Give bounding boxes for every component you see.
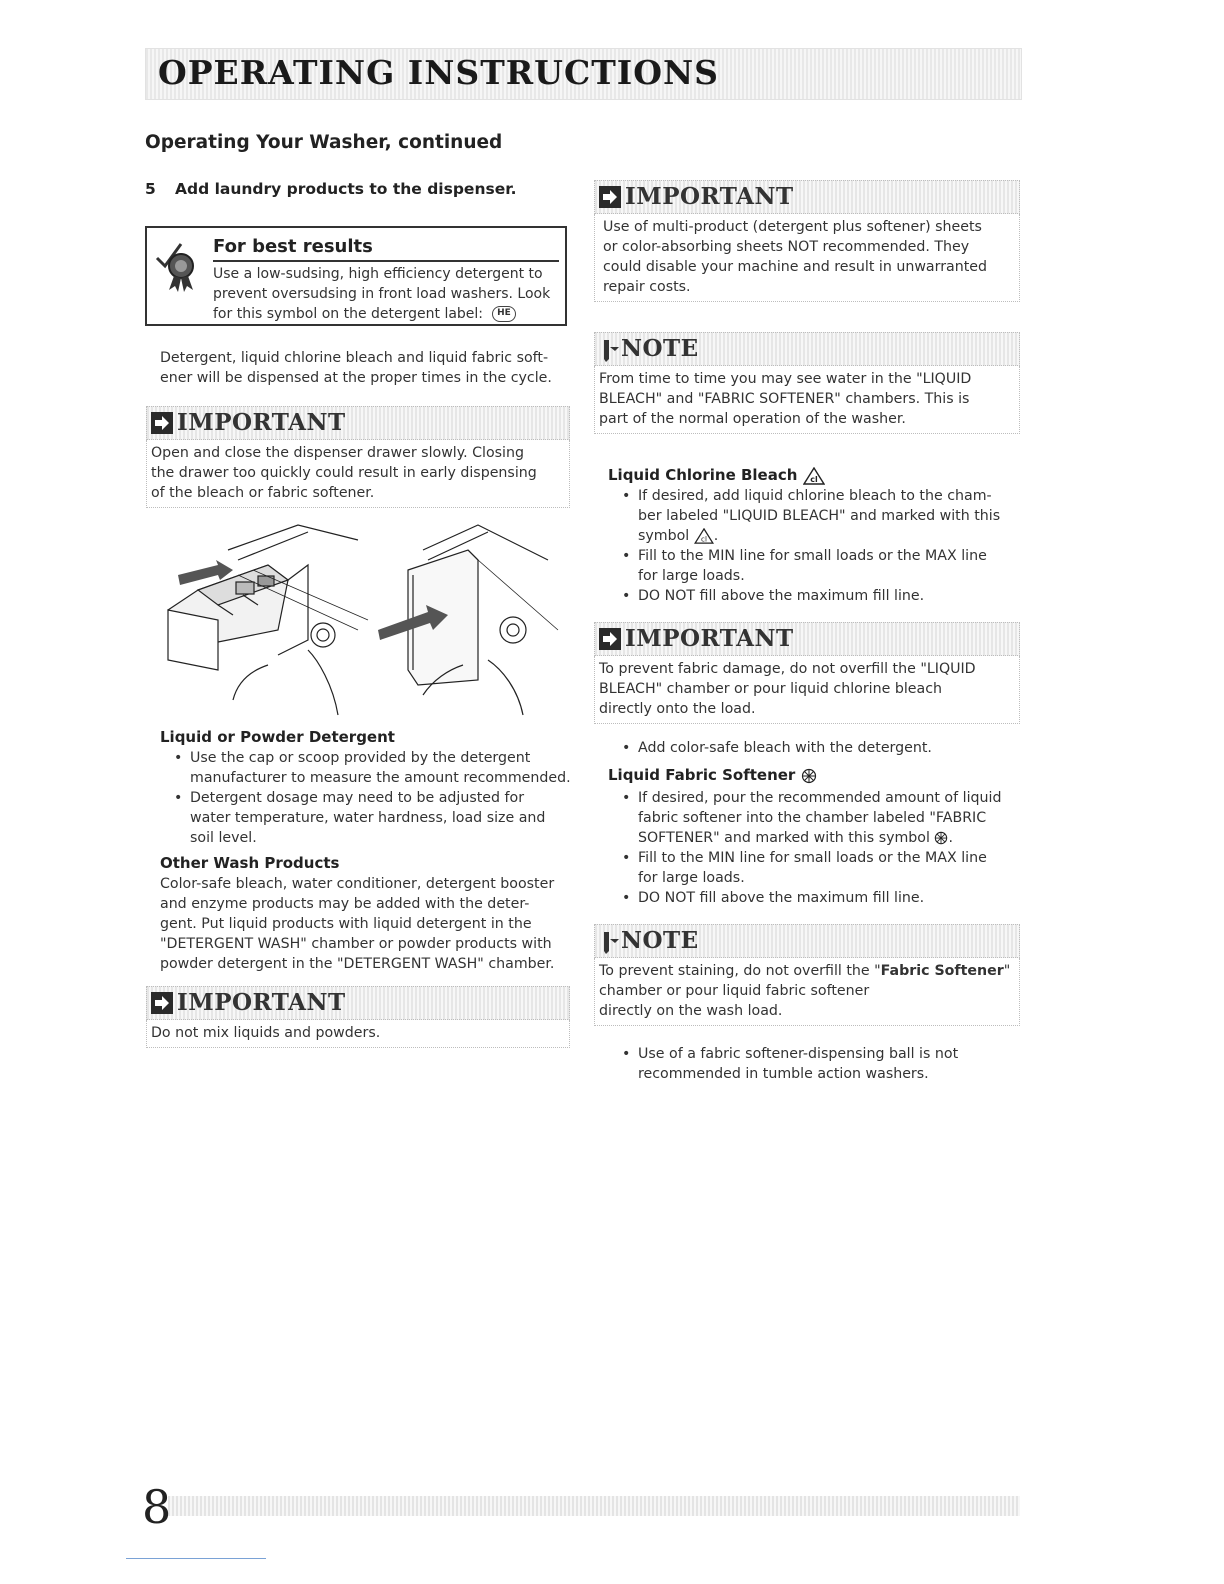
important-body: Do not mix liquids and powders. <box>146 1020 570 1048</box>
note-header: NOTE <box>594 332 1020 366</box>
note-body: From time to time you may see water in the "LIQUID BLEACH" and "FABRIC SOFTENER" chambers. This is part of the normal operation of the washer. <box>594 366 1020 434</box>
page-number: 8 <box>142 1480 172 1534</box>
important-header: IMPORTANT <box>594 622 1020 656</box>
list-item: • If desired, pour the recommended amount of liquid fabric softener into the chamber labeled "FABRIC SOFTENER" and marked with this symbol . <box>608 788 1028 848</box>
other-wash-title: Other Wash Products <box>160 854 340 872</box>
section-title: Operating Your Washer, continued <box>145 132 503 153</box>
step-heading <box>145 180 517 198</box>
note-header: NOTE <box>594 924 1020 958</box>
list-item: • Detergent dosage may need to be adjusted for water temperature, water hardness, load size and soil level. <box>160 788 580 848</box>
important-box-overfill <box>594 622 1020 724</box>
pencil-note-icon <box>601 929 621 955</box>
important-box-mix <box>146 986 570 1048</box>
best-results-box <box>145 226 567 326</box>
color-safe-list <box>608 738 1028 758</box>
list-item: • Add color-safe bleach with the detergent. <box>608 738 1028 758</box>
other-wash-text: Color-safe bleach, water conditioner, detergent booster and enzyme products may be added with the deter- gent. Put liquid products with liquid detergent in the "DETERGENT WASH" chamber or powder products with powder detergent in the "DETERGENT WASH" chamber. <box>160 876 555 972</box>
footer-bar <box>168 1496 1020 1516</box>
page-title: OPERATING INSTRUCTIONS <box>158 53 719 92</box>
step-number: 5 <box>145 180 156 198</box>
liquid-powder-title: Liquid or Powder Detergent <box>160 728 395 746</box>
liquid-softener-list <box>608 788 1028 908</box>
pencil-note-icon <box>601 337 621 363</box>
svg-text:cl: cl <box>700 534 707 544</box>
list-item: • If desired, add liquid chlorine bleach to the cham- ber labeled "LIQUID BLEACH" and marked with this symbol cl . <box>608 486 1028 546</box>
best-results-rule <box>213 260 559 262</box>
important-header: IMPORTANT <box>594 180 1020 214</box>
liquid-softener-title: Liquid Fabric Softener <box>608 766 817 784</box>
liquid-bleach-list <box>608 486 1028 606</box>
important-box-sheets <box>594 180 1020 302</box>
important-body: Open and close the dispenser drawer slowly. Closing the drawer too quickly could result in early dispensing of the bleach or fabric softener. <box>146 440 570 508</box>
bleach-triangle-icon <box>694 528 714 544</box>
he-symbol-icon: HE <box>492 306 516 322</box>
arrow-square-icon <box>151 992 173 1014</box>
header-banner <box>145 48 1022 100</box>
list-item: • DO NOT fill above the maximum fill line. <box>608 888 1028 908</box>
note-box-water <box>594 332 1020 434</box>
best-results-text: Use a low-sudsing, high efficiency detergent to prevent oversudsing in front load washers. Look for this symbol on the detergent label: HE <box>213 266 551 322</box>
note-body: To prevent staining, do not overfill the "Fabric Softener" chamber or pour liquid fabric softener directly on the wash load. <box>594 958 1020 1026</box>
note-box-staining <box>594 924 1020 1026</box>
arrow-square-icon <box>599 628 621 650</box>
list-item: • Fill to the MIN line for small loads or the MAX line for large loads. <box>608 848 1028 888</box>
important-header: IMPORTANT <box>146 986 570 1020</box>
ball-note-list <box>608 1044 1028 1084</box>
important-body: To prevent fabric damage, do not overfill the "LIQUID BLEACH" chamber or pour liquid chlorine bleach directly onto the load. <box>594 656 1020 724</box>
step-text: Add laundry products to the dispenser. <box>175 180 517 198</box>
list-item: • Fill to the MIN line for small loads or the MAX line for large loads. <box>608 546 1028 586</box>
list-item: • Use of a fabric softener-dispensing ball is not recommended in tumble action washers. <box>608 1044 1028 1084</box>
best-results-title: For best results <box>213 236 373 257</box>
important-header: IMPORTANT <box>146 406 570 440</box>
intro-paragraph: Detergent, liquid chlorine bleach and liquid fabric soft- ener will be dispensed at the proper times in the cycle. <box>160 350 552 386</box>
important-box-drawer <box>146 406 570 508</box>
list-item: • Use the cap or scoop provided by the detergent manufacturer to measure the amount recommended. <box>160 748 580 788</box>
footer-line <box>126 1558 266 1559</box>
liquid-powder-list <box>160 748 580 848</box>
award-ribbon-icon <box>151 236 207 294</box>
dispenser-drawer-illustration <box>158 520 568 720</box>
arrow-square-icon <box>151 412 173 434</box>
liquid-bleach-title: Liquid Chlorine Bleach cl <box>608 466 825 485</box>
list-item: • DO NOT fill above the maximum fill line. <box>608 586 1028 606</box>
important-body: Use of multi-product (detergent plus softener) sheets or color-absorbing sheets NOT recommended. They could disable your machine and result in unwarranted repair costs. <box>594 214 1020 302</box>
bleach-triangle-icon <box>803 467 825 485</box>
svg-text:cl: cl <box>809 474 818 484</box>
softener-flower-icon <box>934 831 948 845</box>
arrow-square-icon <box>599 186 621 208</box>
softener-flower-icon <box>801 768 817 784</box>
